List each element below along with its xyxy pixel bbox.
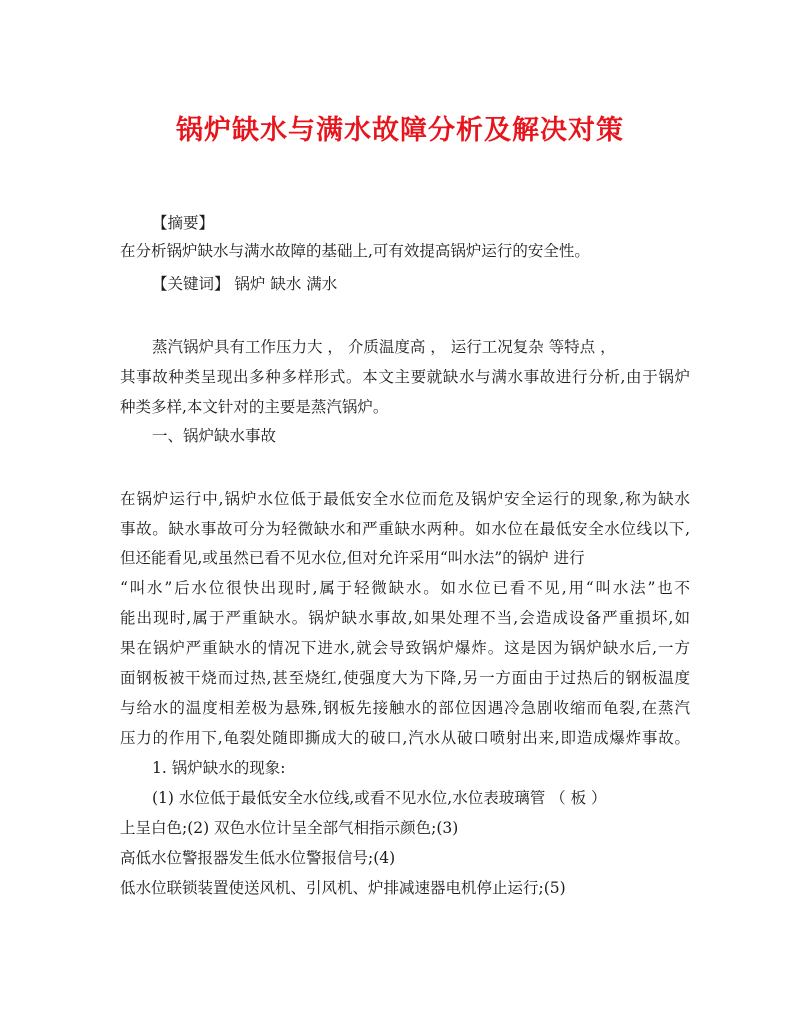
section1-line-1: 在锅炉运行中,锅炉水位低于最低安全水位而危及锅炉安全运行的现象,称为缺水 [120, 490, 690, 508]
intro-line-2: 其事故种类呈现出多种多样形式。本文主要就缺水与满水事故进行分析,由于锅炉 [120, 368, 690, 386]
section1-line-5: 能出现时,属于严重缺水。锅炉缺水事故,如果处理不当,会造成设备严重损坏,如 [120, 609, 690, 627]
section1-line-6: 果在锅炉严重缺水的情况下进水,就会导致锅炉爆炸。这是因为锅炉缺水后,一方 [120, 639, 690, 657]
phenomena-line-3: 高低水位警报器发生低水位警报信号;(4) [120, 849, 396, 867]
abstract-text: 在分析锅炉缺水与满水故障的基础上,可有效提高锅炉运行的安全性。 [120, 242, 590, 260]
document-title: 锅炉缺水与满水故障分析及解决对策 [176, 115, 624, 146]
section1-line-9: 压力的作用下,龟裂处随即撕成大的破口,汽水从破口喷射出来,即造成爆炸事故。 [120, 729, 690, 747]
phenomena-line-4: 低水位联锁装置使送风机、引风机、炉排减速器电机停止运行;(5) [120, 879, 566, 897]
keywords-line: 【关键词】 锅炉 缺水 满水 [152, 275, 338, 293]
abstract-label: 【摘要】 [152, 214, 215, 232]
section1-line-3: 但还能看见,或虽然已看不见水位,但对允许采用“叫水法”的锅炉 进行 [120, 549, 585, 567]
section1-line-8: 与给水的温度相差极为悬殊,钢板先接触水的部位因遇冷急剧收缩而龟裂,在蒸汽 [120, 699, 690, 717]
section1-line-7: 面钢板被干烧而过热,甚至烧红,使强度大为下降,另一方面由于过热后的钢板温度 [120, 669, 690, 687]
intro-line-3: 种类多样,本文针对的主要是蒸汽锅炉。 [120, 398, 389, 416]
section1-heading: 一、锅炉缺水事故 [152, 427, 277, 445]
subsection1-heading: 1. 锅炉缺水的现象: [152, 759, 286, 777]
phenomena-line-2: 上呈白色;(2) 双色水位计呈全部气相指示颜色;(3) [120, 819, 459, 837]
section1-line-2: 事故。缺水事故可分为轻微缺水和严重缺水两种。如水位在最低安全水位线以下, [120, 520, 690, 538]
section1-line-4: “叫水”后水位很快出现时,属于轻微缺水。如水位已看不见,用“叫水法”也不 [120, 579, 690, 597]
intro-line-1: 蒸汽锅炉具有工作压力大 ， 介质温度高 ， 运行工况复杂 等特点 ， [152, 338, 616, 356]
phenomena-line-1: (1) 水位低于最低安全水位线,或看不见水位,水位表玻璃管 （ 板 ） [152, 789, 607, 807]
